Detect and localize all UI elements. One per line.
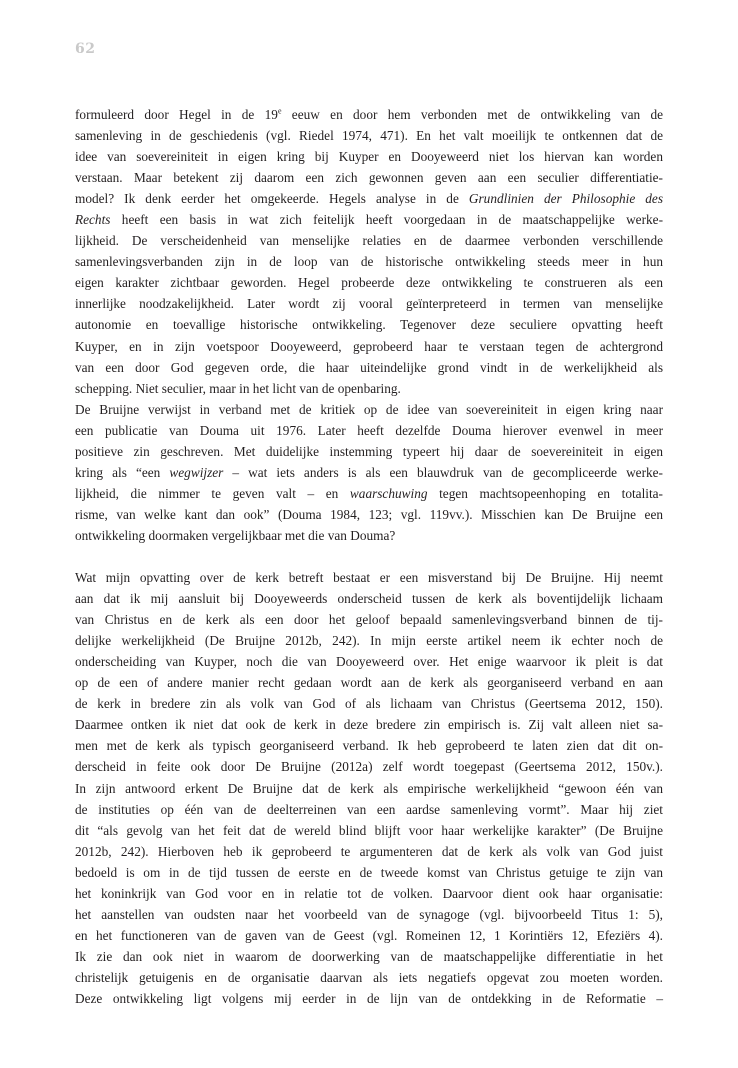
text-run: innerlijke noodzakelijkheid. Later wordt zij vooral geïnterpreteerd in termen van menselijke (75, 296, 663, 312)
text-line (75, 167, 663, 188)
text-line (75, 314, 663, 335)
text-run: het koninkrijk van God voor en in relatie tot de volken. Daarvoor dient ook haar organisatie: (75, 885, 663, 901)
text-line (75, 862, 663, 883)
text-line (75, 104, 663, 125)
text-run: een publicatie van Douma uit 1976. Later heeft dezelfde Douma hierover evenwel in meer (75, 422, 663, 438)
italic-text: Rechts (75, 212, 111, 228)
text-line (75, 293, 663, 314)
text-run: Wat mijn opvatting over de kerk betreft bestaat er een misverstand bij De Bruijne. Hij neemt (75, 570, 663, 586)
text-run: kring als “een (75, 464, 170, 480)
text-line (75, 925, 663, 946)
text-line (75, 820, 663, 841)
text-run: het aanstellen van oudsten naar het voorbeeld van de synagoge (vgl. bijvoorbeeld Titus 1: 5), (75, 906, 663, 922)
text-run: model? Ik denk eerder het omgekeerde. Hegels analyse in de (75, 191, 469, 207)
text-line (75, 125, 663, 146)
paragraph (75, 104, 663, 399)
text-run: risme, van welke kant dan ook” (Douma 1984, 123; vgl. 119vv.). Misschien kan De Bruijne een (75, 506, 663, 522)
text-line (75, 714, 663, 735)
text-run: – wat iets anders is als een blauwdruk van de gecompliceerde werke- (223, 464, 663, 480)
text-run: derscheid in feite ook door De Bruijne (2012a) zelf wordt toegepast (Geertsema 2012, 150v.). (75, 759, 663, 775)
superscript: e (277, 106, 282, 116)
text-line (75, 146, 663, 167)
text-run: Ik zie dan ook niet in waarom de doorwerking van de maatschappelijke differentiatie in het (75, 948, 663, 964)
text-line (75, 441, 663, 462)
body-text (75, 104, 663, 1009)
text-run: heeft een basis in wat zich feitelijk heeft voorgedaan in de maatschappelijke werke- (110, 212, 663, 228)
text-run: onderscheiding van Kuyper, noch die van Dooyeweerd over. Het enige waarvoor ik pleit is dat (75, 654, 663, 670)
text-run: men met de kerk als typisch georganiseerd verband. Ik heb geprobeerd te laten zien dat dit on- (75, 738, 663, 754)
text-run: tegen machtsopeenhoping en totalita- (427, 485, 663, 501)
paragraph (75, 567, 663, 1009)
text-run: De Bruijne verwijst in verband met de kritiek op de idee van soevereiniteit in eigen kring naar (75, 401, 663, 417)
text-line (75, 756, 663, 777)
text-line (75, 399, 663, 420)
italic-text: waarschuwing (349, 485, 428, 501)
text-run: autonomie en toevallige historische ontwikkeling. Tegenover deze seculiere opvatting heeft (75, 317, 663, 333)
text-line (75, 272, 663, 293)
text-line (75, 967, 663, 988)
text-run: dit “als gevolg van het feit dat de wereld blind blijft voor haar werkelijke karakter” (De Bruijne (75, 822, 663, 838)
text-run: samenleving in de geschiedenis (vgl. Riedel 1974, 471). En het valt moeilijk te ontkennen dat de (75, 128, 663, 144)
text-line (75, 693, 663, 714)
text-run: idee van soevereiniteit in eigen kring bij Kuyper en Dooyeweerd niet los hiervan kan worden (75, 149, 663, 165)
text-line (75, 988, 663, 1009)
text-line (75, 904, 663, 925)
text-line (75, 799, 663, 820)
text-run: de instituties op één van de deelterreinen van een aardse samenleving vormt”. Maar hij ziet (75, 801, 663, 817)
text-run: In zijn antwoord erkent De Bruijne dat de kerk als empirische werkelijkheid “gewoon één van (75, 780, 663, 796)
text-run: samenlevingsverbanden zijn in de loop van de historische ontwikkeling steeds meer in hun (75, 254, 663, 270)
text-line (75, 525, 663, 546)
text-run: 2012b, 242). Hierboven heb ik geprobeerd te argumenteren dat de kerk als volk van God juist (75, 843, 663, 859)
text-line (75, 567, 663, 588)
text-run: Deze ontwikkeling ligt volgens mij eerder in de lijn van de ontdekking in de Reformatie – (75, 990, 663, 1006)
text-run: van Christus en de kerk als een door het geloof bepaald samenlevingsverband binnen de tij- (75, 612, 663, 628)
text-line (75, 483, 663, 504)
text-run: delijke werkelijkheid (De Bruijne 2012b, 242). In mijn eerste artikel neem ik echter noch de (75, 633, 663, 649)
text-run: Daarmee ontken ik niet dat ook de kerk in deze bredere zin empirisch is. Zij valt alleen niet sa- (75, 717, 663, 733)
text-line (75, 778, 663, 799)
text-line (75, 230, 663, 251)
text-line (75, 462, 663, 483)
text-run: van een door God gegeven orde, die haar uiteindelijke grond vindt in de werkelijkheid als (75, 359, 663, 375)
text-line (75, 336, 663, 357)
text-run: formuleerd door Hegel in de 19 (75, 107, 278, 122)
text-line (75, 946, 663, 967)
text-run: bedoeld is om in de tijd tussen de eerste en de tweede komst van Christus getuige te zijn van (75, 864, 663, 880)
paragraph-gap (75, 546, 663, 567)
text-line (75, 630, 663, 651)
text-line (75, 609, 663, 630)
text-line (75, 651, 663, 672)
text-line (75, 420, 663, 441)
text-run: christelijk getuigenis en de organisatie daarvan als iets negatiefs opgevat zou moeten worden. (75, 969, 663, 985)
text-run: eigen karakter zichtbaar geworden. Hegel probeerde deze ontwikkeling te construeren als een (75, 275, 663, 291)
text-run: de kerk in bredere zin als volk van God of als lichaam van Christus (Geertsema 2012, 150). (75, 696, 663, 712)
text-run: eeuw en door hem verbonden met de ontwikkeling van de (281, 107, 663, 122)
italic-text: wegwijzer (169, 464, 224, 480)
text-line (75, 251, 663, 272)
text-run: op de een of andere manier recht gedaan wordt aan de kerk als georganiseerd verband en aan (75, 675, 663, 691)
page-number: 62 (75, 41, 96, 57)
text-line (75, 735, 663, 756)
text-run: Kuyper, en in zijn voetspoor Dooyeweerd, geprobeerd haar te verstaan tegen de achtergrond (75, 338, 663, 354)
text-run: verstaan. Maar betekent zij daarom een zich gewonnen geven aan een seculier differentiatie- (75, 170, 663, 186)
paragraph (75, 399, 663, 546)
text-line (75, 378, 663, 399)
text-run: positieve zin geschreven. Met duidelijke instemming typeert hij daar de soevereiniteit in eigen (75, 443, 663, 459)
text-run: lijkheid. De verscheidenheid van menselijke relaties en de daarmee verbonden verschillende (75, 233, 663, 249)
text-line (75, 188, 663, 209)
text-run: schepping. Niet seculier, maar in het licht van de openbaring. (75, 380, 401, 396)
text-line (75, 841, 663, 862)
text-line (75, 672, 663, 693)
text-run: en het functioneren van de gaven van de Geest (vgl. Romeinen 12, 1 Korintiërs 12, Efeziërs 4). (75, 927, 663, 943)
italic-text: Grundlinien der Philosophie des (468, 191, 664, 207)
text-run: lijkheid, die nimmer te geven valt – en (75, 485, 350, 501)
text-line (75, 504, 663, 525)
text-line (75, 883, 663, 904)
text-line (75, 588, 663, 609)
text-run: aan dat ik mij aansluit bij Dooyeweerds onderscheid tussen de kerk als boventijdelijk lichaam (75, 591, 663, 607)
text-line (75, 209, 663, 230)
text-run: ontwikkeling doormaken vergelijkbaar met die van Douma? (75, 527, 396, 543)
text-line (75, 357, 663, 378)
